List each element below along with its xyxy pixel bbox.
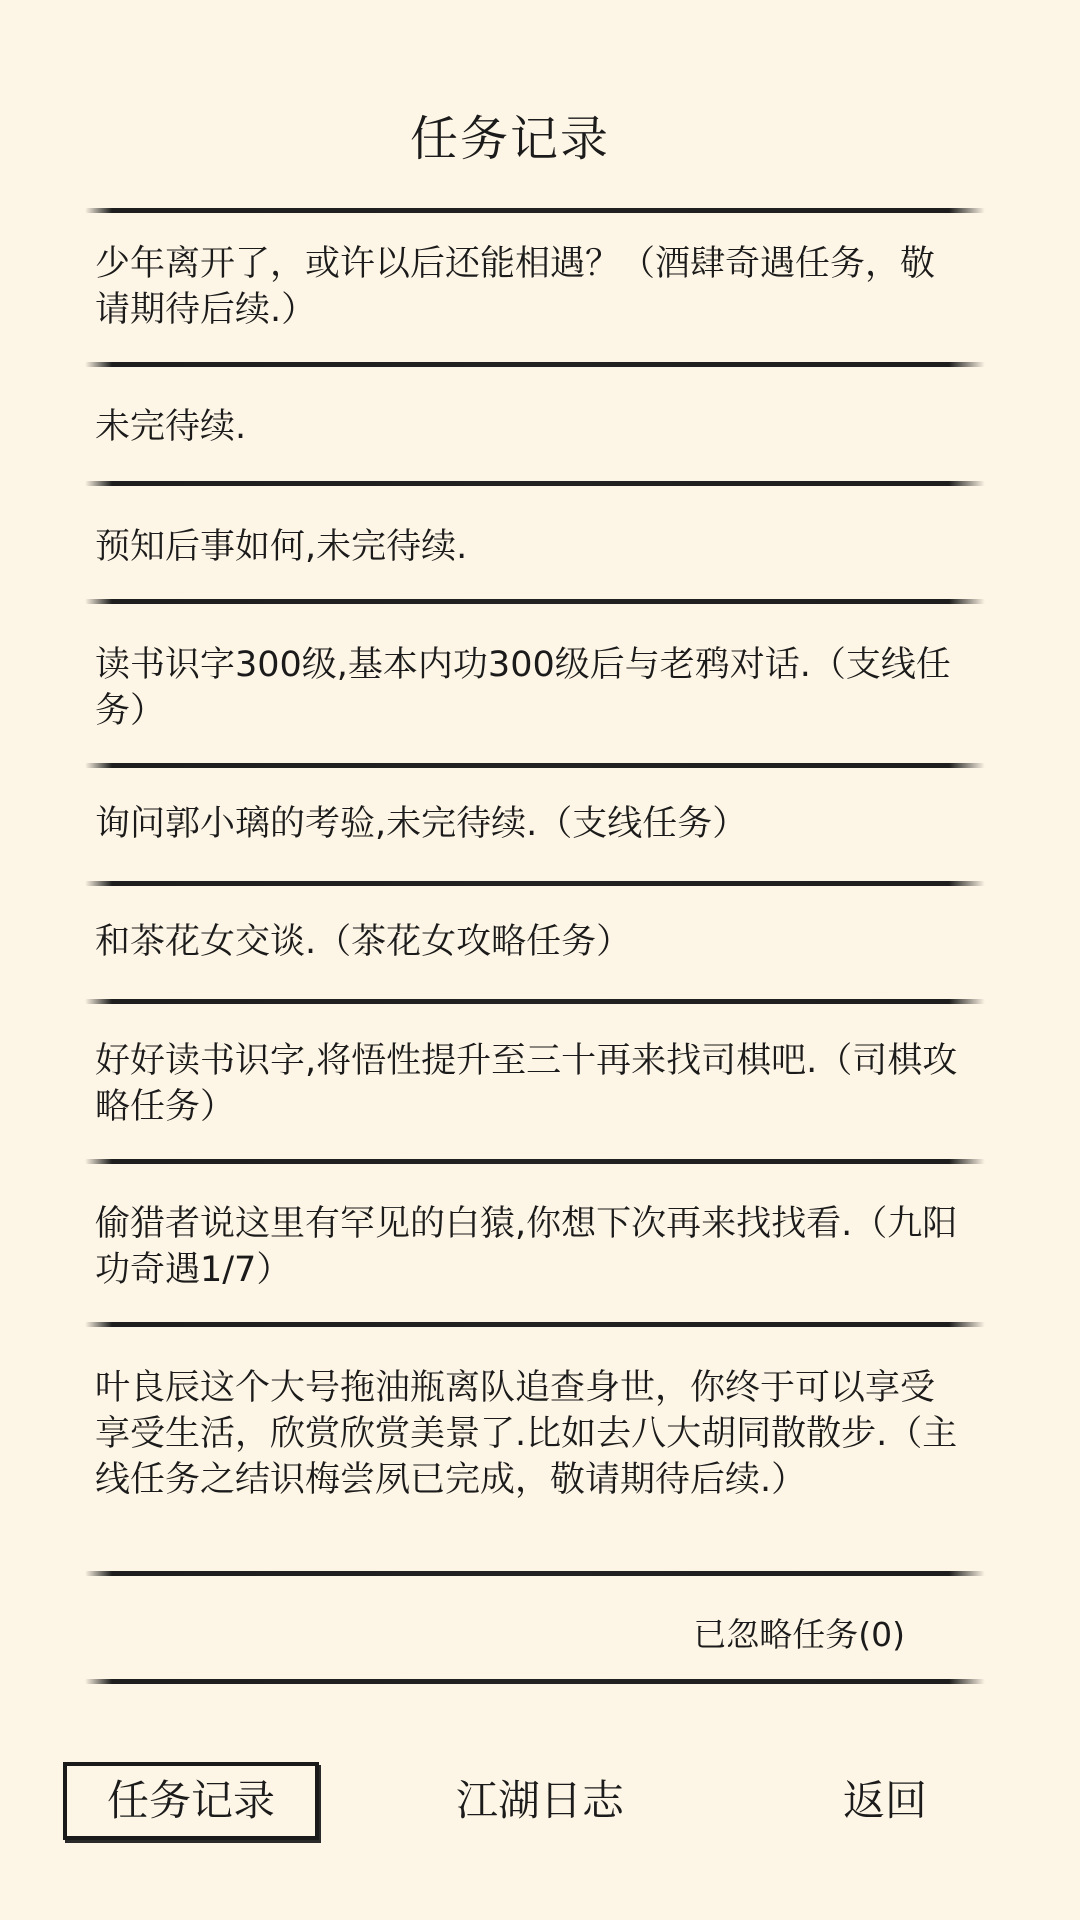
quest-entry[interactable] — [95, 642, 965, 734]
divider — [85, 1322, 985, 1327]
quest-entry-text: 未完待续. — [95, 407, 247, 447]
divider — [85, 763, 985, 768]
quest-entry-text: 预知后事如何,未完待续. — [95, 527, 468, 567]
quest-entry[interactable] — [95, 919, 965, 965]
quest-entry[interactable] — [95, 404, 965, 450]
quest-entry-text: 叶良辰这个大号拖油瓶离队追查身世，你终于可以享受享受生活，欣赏欣赏美景了.比如去八大胡同散散步.（主线任务之结识梅尝夙已完成，敬请期待后续.） — [95, 1368, 958, 1500]
divider — [85, 362, 985, 367]
tab-jianghu-journal[interactable]: 江湖日志 — [455, 1776, 624, 1825]
back-button[interactable]: 返回 — [842, 1776, 927, 1825]
quest-entry-text: 少年离开了，或许以后还能相遇？（酒肆奇遇任务，敬请期待后续.） — [95, 244, 936, 330]
divider — [85, 599, 985, 604]
divider — [85, 208, 985, 213]
divider — [85, 881, 985, 886]
quest-entry[interactable] — [95, 801, 965, 847]
quest-entry-text: 读书识字300级,基本内功300级后与老鸦对话.（支线任务） — [95, 645, 951, 731]
ignored-quests-link[interactable]: 已忽略任务(0) — [693, 1615, 905, 1654]
quest-entry[interactable] — [95, 524, 965, 570]
quest-entry-text: 好好读书识字,将悟性提升至三十再来找司棋吧.（司棋攻略任务） — [95, 1041, 958, 1127]
divider — [85, 1571, 985, 1576]
divider — [85, 1159, 985, 1164]
divider — [85, 481, 985, 486]
quest-entry[interactable] — [95, 1365, 965, 1503]
quest-entry-text: 询问郭小璃的考验,未完待续.（支线任务） — [95, 804, 748, 844]
divider — [85, 999, 985, 1004]
quest-entry[interactable] — [95, 1201, 965, 1293]
quest-entry-text: 和茶花女交谈.（茶花女攻略任务） — [95, 922, 632, 962]
divider — [85, 1679, 985, 1684]
tab-quest-log[interactable]: 任务记录 — [63, 1762, 319, 1840]
quest-entry-text: 偷猎者说这里有罕见的白猿,你想下次再来找找看.（九阳功奇遇1/7） — [95, 1204, 958, 1290]
quest-entry[interactable] — [95, 1038, 965, 1130]
page-title: 任务记录 — [409, 111, 610, 167]
quest-entry[interactable] — [95, 241, 965, 333]
